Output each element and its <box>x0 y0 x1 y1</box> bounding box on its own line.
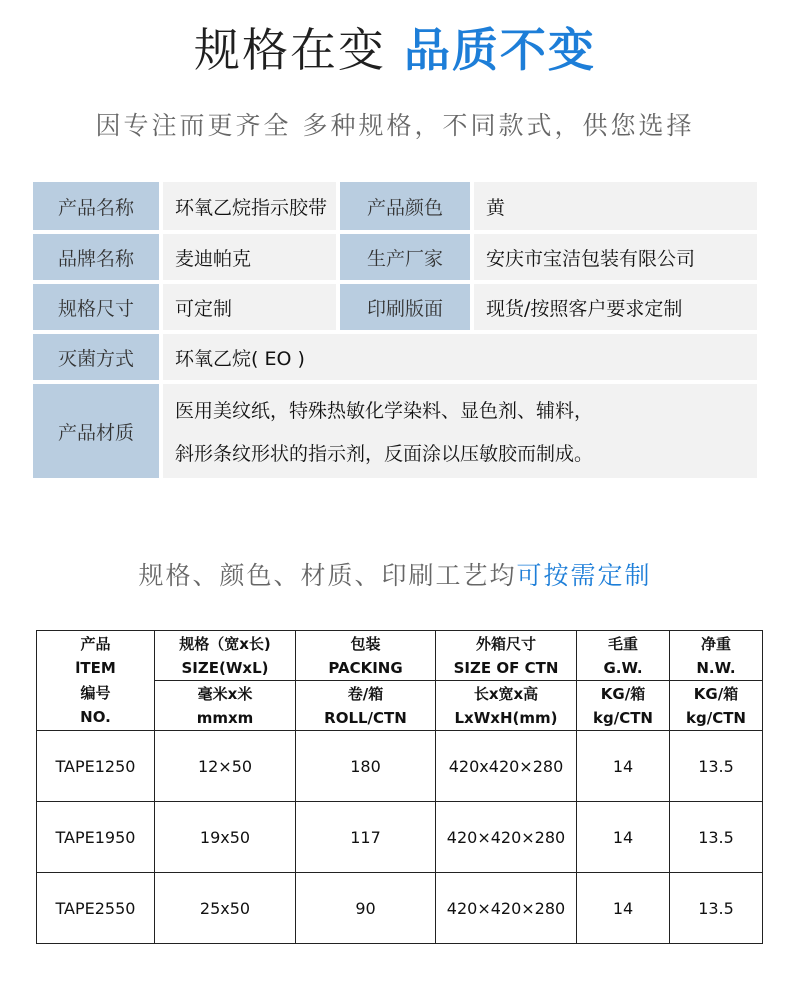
table-row <box>37 802 763 873</box>
maker-label: 生产厂家 <box>340 234 470 280</box>
table-cell: 12×50 <box>155 731 296 802</box>
size-value: 可定制 <box>163 284 336 330</box>
title-part1: 规格在变 <box>194 23 386 77</box>
table-cell: 19x50 <box>155 802 296 873</box>
table-cell: 90 <box>296 873 436 944</box>
table-cell: 13.5 <box>670 802 763 873</box>
material-line1: 医用美纹纸，特殊热敏化学染料、显色剂、辅料， <box>175 400 594 422</box>
table-cell: 180 <box>296 731 436 802</box>
brand-value: 麦迪帕克 <box>163 234 336 280</box>
table-header-cell: 包装 PACKING <box>296 631 436 681</box>
sterile-label: 灭菌方式 <box>33 334 159 380</box>
table-header-cell: 产品 lTEM <box>37 631 155 681</box>
table-cell: TAPE1950 <box>37 802 155 873</box>
table-cell: 14 <box>577 731 670 802</box>
table-cell: 13.5 <box>670 731 763 802</box>
material-label: 产品材质 <box>33 384 159 478</box>
print-value: 现货/按照客户要求定制 <box>474 284 757 330</box>
table-cell: TAPE2550 <box>37 873 155 944</box>
table-header-cell: 卷/箱 ROLL/CTN <box>296 681 436 731</box>
table-header-cell: 毫米x米 mmxm <box>155 681 296 731</box>
table-row <box>37 731 763 802</box>
subtitle: 因专注而更齐全 多种规格，不同款式，供您选择 <box>95 111 695 140</box>
table-header-cell: KG/箱 kg/CTN <box>577 681 670 731</box>
color-value: 黄 <box>474 182 757 230</box>
table-header-cell: 规格（宽x长) SIZE(WxL) <box>155 631 296 681</box>
customization-highlight: 可按需定制 <box>516 561 652 590</box>
page-title <box>0 18 790 82</box>
customization-text: 规格、颜色、材质、印刷工艺均 <box>138 561 517 590</box>
spec-row-material <box>33 384 757 478</box>
table-cell: 420x420×280 <box>436 731 577 802</box>
spec-row-sterile <box>33 334 757 380</box>
table-row <box>37 873 763 944</box>
table-header-cell: 长x宽x高 LxWxH(mm) <box>436 681 577 731</box>
table-cell: 14 <box>577 802 670 873</box>
print-label: 印刷版面 <box>340 284 470 330</box>
title-part2: 品质不变 <box>404 23 596 77</box>
table-header-row-2 <box>37 681 763 731</box>
table-header-row-1 <box>37 631 763 681</box>
table-cell: 14 <box>577 873 670 944</box>
spec-row-name <box>33 182 757 230</box>
size-label: 规格尺寸 <box>33 284 159 330</box>
table-header-cell: KG/箱 kg/CTN <box>670 681 763 731</box>
table-cell: 420×420×280 <box>436 873 577 944</box>
table-cell: 117 <box>296 802 436 873</box>
table-header-cell: 外箱尺寸 SIZE OF CTN <box>436 631 577 681</box>
spec-row-size <box>33 284 757 330</box>
table-cell: 13.5 <box>670 873 763 944</box>
material-line2: 斜形条纹形状的指示剂，反面涂以压敏胶而制成。 <box>175 443 594 465</box>
table-cell: 420×420×280 <box>436 802 577 873</box>
maker-value: 安庆市宝洁包装有限公司 <box>474 234 757 280</box>
packing-table <box>36 630 763 944</box>
brand-label: 品牌名称 <box>33 234 159 280</box>
customization-note <box>0 556 790 592</box>
material-value <box>163 384 757 478</box>
color-label: 产品颜色 <box>340 182 470 230</box>
spec-table <box>33 182 757 482</box>
table-header-cell: 净重 N.W. <box>670 631 763 681</box>
table-header-cell: 毛重 G.W. <box>577 631 670 681</box>
name-label: 产品名称 <box>33 182 159 230</box>
table-cell: 25x50 <box>155 873 296 944</box>
sterile-value: 环氧乙烷( EO ) <box>163 334 757 380</box>
name-value: 环氧乙烷指示胶带 <box>163 182 336 230</box>
table-cell: TAPE1250 <box>37 731 155 802</box>
spec-row-brand <box>33 234 757 280</box>
table-header-cell: 编号 NO. <box>37 681 155 731</box>
